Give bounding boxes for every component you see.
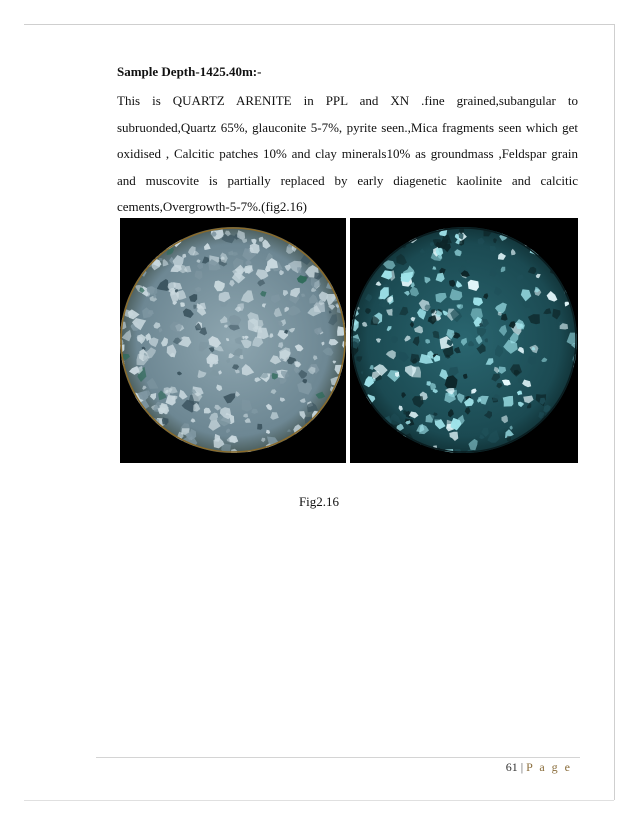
mineral-grain xyxy=(548,437,552,441)
mineral-grain xyxy=(159,450,169,459)
mineral-grain xyxy=(565,419,572,424)
thin-section-figure xyxy=(120,218,578,463)
mineral-grain xyxy=(334,444,338,448)
mineral-grain xyxy=(310,454,314,458)
mineral-grain xyxy=(129,225,139,233)
mineral-grain xyxy=(330,260,335,266)
mineral-grain xyxy=(486,218,497,227)
mineral-grain xyxy=(565,236,577,249)
mineral-grain xyxy=(289,236,293,240)
mineral-grain xyxy=(284,451,290,459)
mineral-grain xyxy=(370,218,380,224)
mineral-grain xyxy=(224,218,233,224)
mineral-grain xyxy=(266,447,277,456)
mineral-grain xyxy=(141,416,152,426)
mineral-grain xyxy=(120,426,125,432)
mineral-grain xyxy=(557,252,565,261)
mineral-grain xyxy=(121,388,125,394)
mineral-grain xyxy=(264,447,272,457)
mineral-grain xyxy=(521,227,525,230)
xn-micrograph xyxy=(350,218,578,463)
mineral-grain xyxy=(412,367,422,378)
mineral-grain xyxy=(555,222,564,228)
mineral-grain xyxy=(367,247,371,250)
mineral-grain xyxy=(314,302,325,312)
mineral-grain xyxy=(440,455,450,463)
mineral-grain xyxy=(261,221,265,226)
mineral-grain xyxy=(180,302,185,307)
mineral-grain xyxy=(303,456,312,463)
mineral-grain xyxy=(528,443,533,446)
mineral-grain xyxy=(350,423,357,433)
mineral-grain xyxy=(370,237,374,241)
mineral-grain xyxy=(367,456,371,462)
mineral-grain xyxy=(564,268,569,273)
mineral-grain xyxy=(515,452,521,457)
mineral-grain xyxy=(570,218,578,226)
mineral-grain xyxy=(197,221,203,227)
mineral-grain xyxy=(420,456,431,463)
figure-caption: Fig2.16 xyxy=(298,494,340,509)
mineral-grain xyxy=(196,450,206,457)
mineral-grain xyxy=(136,459,140,462)
mineral-grain xyxy=(307,446,315,456)
footer-rule xyxy=(96,757,580,758)
mineral-grain xyxy=(562,219,567,225)
mineral-grain xyxy=(135,232,142,239)
mineral-grain xyxy=(401,455,412,463)
mineral-grain xyxy=(152,427,157,434)
mineral-grain xyxy=(350,291,358,298)
mineral-grain xyxy=(539,439,546,446)
page-border-bottom xyxy=(24,800,614,801)
mineral-grain xyxy=(446,220,451,225)
page-number: 61 xyxy=(505,760,518,774)
mineral-grain xyxy=(566,231,574,241)
mineral-grain xyxy=(324,413,331,419)
mineral-grain xyxy=(160,439,169,450)
mineral-grain xyxy=(560,413,566,417)
mineral-grain xyxy=(566,289,569,293)
mineral-grain xyxy=(441,218,449,226)
mineral-grain xyxy=(221,452,228,460)
mineral-grain xyxy=(546,254,551,259)
mineral-grain xyxy=(570,412,578,422)
mineral-grain xyxy=(555,251,559,256)
mineral-grain xyxy=(452,454,457,460)
mineral-grain xyxy=(326,452,332,459)
mineral-grain xyxy=(335,436,346,447)
mineral-grain xyxy=(145,429,152,436)
mineral-grain xyxy=(370,241,377,251)
mineral-grain xyxy=(370,432,381,443)
mineral-grain xyxy=(574,429,578,435)
mineral-grain xyxy=(439,221,444,226)
mineral-grain xyxy=(337,417,341,421)
mineral-grain xyxy=(125,256,134,263)
mineral-grain xyxy=(157,459,162,463)
mineral-grain xyxy=(157,228,161,233)
mineral-grain xyxy=(134,413,140,423)
mineral-grain xyxy=(443,218,455,224)
mineral-grain xyxy=(406,224,414,234)
mineral-grain xyxy=(552,439,562,449)
mineral-grain xyxy=(333,233,346,245)
mineral-grain xyxy=(140,235,145,240)
page-footer xyxy=(506,760,572,775)
mineral-grain xyxy=(308,440,314,447)
mineral-grain xyxy=(489,222,493,226)
mineral-grain xyxy=(355,218,361,225)
mineral-grain xyxy=(540,235,548,241)
mineral-grain xyxy=(137,410,143,415)
mineral-grain xyxy=(356,416,360,420)
mineral-grain xyxy=(194,220,204,227)
mineral-grain xyxy=(434,450,438,454)
mineral-grain xyxy=(541,442,552,454)
mineral-grain xyxy=(525,220,531,225)
mineral-grain xyxy=(356,271,367,279)
mineral-grain xyxy=(279,457,282,462)
mineral-grain xyxy=(567,443,573,450)
mineral-grain xyxy=(326,227,333,234)
page-label: P a g e xyxy=(526,760,572,774)
mineral-grain xyxy=(560,275,567,283)
mineral-grain xyxy=(308,434,319,445)
mineral-grain xyxy=(382,227,386,231)
mineral-grain xyxy=(382,430,390,440)
ppl-micrograph xyxy=(120,218,346,463)
mineral-grain xyxy=(572,276,579,283)
mineral-grain xyxy=(325,223,331,228)
mineral-grain xyxy=(350,389,356,400)
mineral-grain xyxy=(133,253,141,263)
mineral-grain xyxy=(288,442,296,450)
mineral-grain xyxy=(428,221,436,227)
mineral-grain xyxy=(179,450,185,456)
mineral-grain xyxy=(257,424,262,430)
mineral-grain xyxy=(312,435,320,442)
mineral-grain xyxy=(393,439,402,447)
mineral-grain xyxy=(571,438,578,444)
mineral-grain xyxy=(383,439,397,452)
mineral-grain xyxy=(361,454,371,463)
mineral-grain xyxy=(524,219,537,232)
mineral-grain xyxy=(176,223,189,234)
mineral-grain xyxy=(129,229,142,237)
mineral-grain xyxy=(380,450,384,454)
ppl-micrograph-image xyxy=(120,218,346,463)
mineral-grain xyxy=(311,234,322,244)
mineral-grain xyxy=(510,225,515,229)
mineral-grain xyxy=(135,428,143,436)
mineral-grain xyxy=(122,413,133,420)
mineral-grain xyxy=(350,286,356,294)
mineral-grain xyxy=(374,447,384,458)
mineral-grain xyxy=(157,226,160,229)
mineral-grain xyxy=(384,457,393,463)
mineral-grain xyxy=(573,365,577,369)
mineral-grain xyxy=(323,421,332,432)
mineral-grain xyxy=(135,411,142,420)
mineral-grain xyxy=(120,285,125,295)
mineral-grain xyxy=(388,221,395,227)
mineral-grain xyxy=(561,240,572,250)
mineral-grain xyxy=(177,221,183,228)
mineral-grain xyxy=(321,259,326,265)
mineral-grain xyxy=(387,442,398,452)
mineral-grain xyxy=(350,401,362,411)
mineral-grain xyxy=(152,439,161,450)
mineral-grain xyxy=(370,457,380,463)
mineral-grain xyxy=(522,223,526,228)
mineral-grain xyxy=(125,243,138,251)
mineral-grain xyxy=(336,430,339,435)
mineral-grain xyxy=(383,449,393,459)
mineral-grain xyxy=(339,233,344,241)
mineral-grain xyxy=(262,449,274,458)
mineral-grain xyxy=(560,245,566,250)
mineral-grain xyxy=(570,278,578,287)
mineral-grain xyxy=(315,232,329,245)
mineral-grain xyxy=(331,241,335,245)
mineral-grain xyxy=(563,262,568,267)
mineral-grain xyxy=(419,457,423,461)
mineral-grain xyxy=(307,452,319,463)
mineral-grain xyxy=(310,238,319,248)
mineral-grain xyxy=(371,218,381,226)
mineral-grain xyxy=(401,218,411,229)
mineral-grain xyxy=(410,448,423,457)
mineral-grain xyxy=(138,229,142,234)
mineral-grain xyxy=(564,396,568,400)
mineral-grain xyxy=(120,283,125,289)
mineral-grain xyxy=(323,426,330,436)
mineral-grain xyxy=(303,446,307,451)
mineral-grain xyxy=(338,218,346,222)
mineral-grain xyxy=(416,444,421,449)
mineral-grain xyxy=(140,226,149,236)
mineral-grain xyxy=(385,454,390,459)
mineral-grain xyxy=(120,419,126,428)
xn-micrograph-image xyxy=(350,218,578,463)
mineral-grain xyxy=(503,396,514,407)
mineral-grain xyxy=(324,425,333,434)
mineral-grain xyxy=(575,454,578,460)
mineral-grain xyxy=(393,438,401,443)
sample-description: This is QUARTZ ARENITE in PPL and XN .fine grained,subangular to subruonded,Quartz 65%, glauconite 5-7%, pyrite seen.,Mica fragments seen which get oxidised , Calcitic patches 10% and clay minerals10% as groundmass ,Feldspar grain and muscovite is partially replaced by early diagenetic kaolinite and calcitic cements,Overgrowth-5-7%.(fig2.16) xyxy=(117,93,578,215)
sample-heading: Sample Depth-1425.40m:- xyxy=(117,64,262,79)
mineral-grain xyxy=(488,220,496,228)
mineral-grain xyxy=(567,395,575,404)
mineral-grain xyxy=(306,425,313,431)
page-border-top xyxy=(24,24,614,25)
mineral-grain xyxy=(554,439,559,444)
mineral-grain xyxy=(145,244,158,253)
mineral-grain xyxy=(369,245,379,255)
mineral-grain xyxy=(130,236,137,243)
page-border-right xyxy=(614,24,615,800)
mineral-grain xyxy=(361,443,367,448)
mineral-grain xyxy=(191,218,194,220)
mineral-grain xyxy=(539,453,549,463)
footer-separator: | xyxy=(520,760,524,774)
mineral-grain xyxy=(339,414,344,417)
mineral-grain xyxy=(448,453,453,457)
mineral-grain xyxy=(417,221,427,233)
mineral-grain xyxy=(143,415,149,420)
mineral-grain xyxy=(571,456,578,463)
mineral-grain xyxy=(573,431,578,440)
mineral-grain xyxy=(574,218,577,221)
mineral-grain xyxy=(323,437,330,444)
mineral-grain xyxy=(543,248,549,254)
mineral-grain xyxy=(362,238,366,243)
mineral-grain xyxy=(552,424,561,435)
mineral-grain xyxy=(375,233,380,238)
mineral-grain xyxy=(359,257,366,265)
mineral-grain xyxy=(432,218,439,224)
mineral-grain xyxy=(353,232,362,242)
mineral-grain xyxy=(331,455,336,460)
mineral-grain xyxy=(332,218,343,223)
mineral-grain xyxy=(367,421,372,426)
mineral-grain xyxy=(130,243,141,253)
mineral-grain xyxy=(554,232,562,240)
mineral-grain xyxy=(128,437,140,448)
mineral-grain xyxy=(128,218,141,228)
